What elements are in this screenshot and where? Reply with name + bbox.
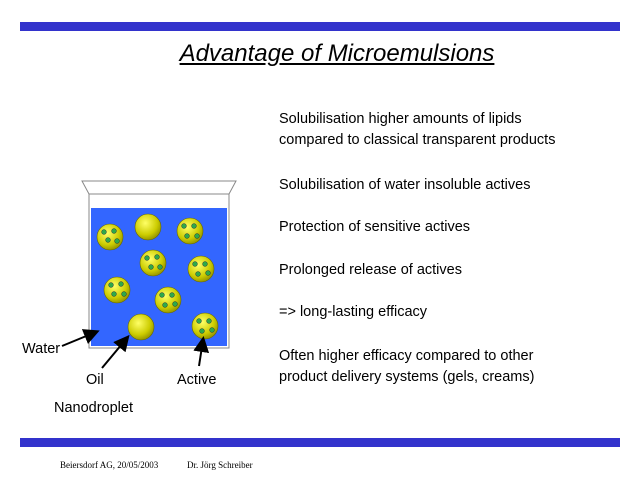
droplet-active bbox=[140, 250, 166, 276]
active-label: Active bbox=[177, 372, 217, 388]
nanodroplet-label: Nanodroplet bbox=[54, 400, 133, 416]
oil-label: Oil bbox=[86, 372, 104, 388]
droplet-oil bbox=[128, 314, 154, 340]
water-label: Water bbox=[22, 341, 61, 357]
droplet-oil bbox=[135, 214, 161, 240]
bullet-text: => long-lasting efficacy bbox=[279, 304, 428, 320]
droplet-active bbox=[177, 218, 203, 244]
bullet-text: Solubilisation higher amounts of lipids compared to classical transparent products bbox=[279, 111, 556, 148]
bullet-text: Often higher efficacy compared to other product delivery systems (gels, creams) bbox=[279, 348, 535, 385]
droplet-active bbox=[188, 256, 214, 282]
footer-author: Dr. Jörg Schreiber bbox=[187, 460, 253, 470]
droplet-active bbox=[104, 277, 130, 303]
droplet-active bbox=[192, 313, 218, 339]
footer-company-date: Beiersdorf AG, 20/05/2003 bbox=[60, 460, 159, 470]
bottom-accent-bar bbox=[20, 438, 620, 447]
bullet-text: Protection of sensitive actives bbox=[279, 219, 471, 235]
bullet-text: Prolonged release of actives bbox=[279, 262, 462, 278]
beaker-rim bbox=[82, 181, 236, 194]
droplet-active bbox=[155, 287, 181, 313]
slide-title: Advantage of Microemulsions bbox=[179, 40, 495, 67]
bullet-text: Solubilisation of water insoluble actives bbox=[279, 177, 531, 193]
droplet-active bbox=[97, 224, 123, 250]
